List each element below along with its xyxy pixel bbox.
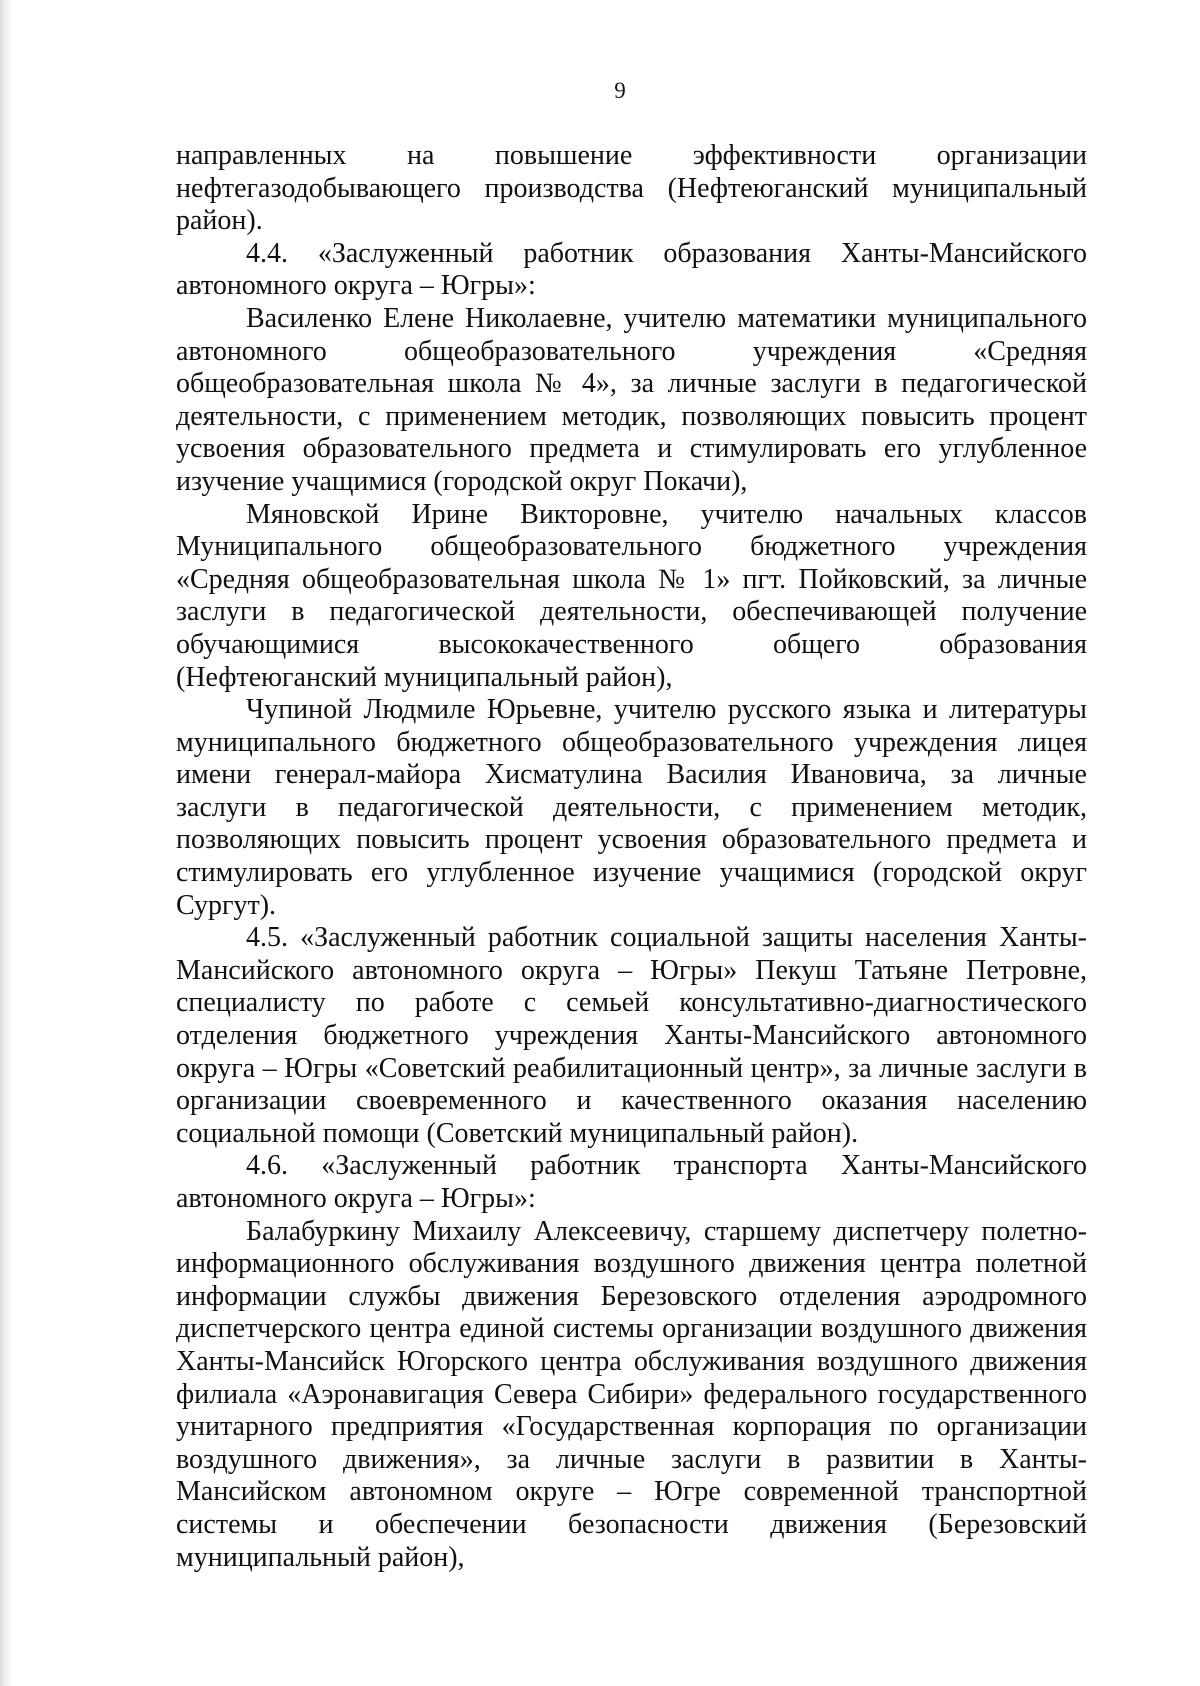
text-line: 4.6. «Заслуженный работник транспорта Ханты-Мансийского xyxy=(246,1150,1087,1182)
text-line: заслуги в педагогической деятельности, с применением методик, xyxy=(176,791,1087,823)
text-line: Мансийского автономного округа – Югры» Пекуш Татьяне Петровне, xyxy=(176,954,1087,986)
text-line: общеобразовательная школа № 4», за личные заслуги в педагогической xyxy=(176,368,1087,400)
page-number: 9 xyxy=(614,78,626,103)
text-line: имени генерал-майора Хисматулина Василия Ивановича, за личные xyxy=(176,759,1087,791)
text-line: стимулировать его углубленное изучение учащимися (городской округ xyxy=(176,857,1087,889)
text-line: Сургут). xyxy=(176,889,277,921)
text-line: организации своевременного и качественного оказания населению xyxy=(176,1085,1087,1117)
text-line: специалисту по работе с семьей консультативно-диагностического xyxy=(176,987,1087,1019)
text-line: Муниципального общеобразовательного бюджетного учреждения xyxy=(176,531,1087,563)
text-line: диспетчерского центра единой системы организации воздушного движения xyxy=(176,1313,1087,1345)
document-body-text xyxy=(176,140,1087,1574)
text-line: автономного общеобразовательного учреждения «Средняя xyxy=(176,335,1087,367)
text-line: нефтегазодобывающего производства (Нефтеюганский муниципальный xyxy=(176,172,1087,204)
text-line: информации службы движения Березовского отделения аэродромного xyxy=(176,1280,1087,1312)
text-line: системы и обеспечении безопасности движения (Березовский xyxy=(176,1508,1087,1540)
text-line: 4.5. «Заслуженный работник социальной защиты населения Ханты- xyxy=(246,922,1087,954)
text-line: Мяновской Ирине Викторовне, учителю начальных классов xyxy=(246,498,1087,530)
text-line: позволяющих повысить процент усвоения образовательного предмета и xyxy=(176,824,1087,856)
text-line: усвоения образовательного предмета и стимулировать его углубленное xyxy=(176,433,1087,465)
text-line: муниципального бюджетного общеобразовательного учреждения лицея xyxy=(176,726,1087,758)
text-line: округа – Югры «Советский реабилитационный центр», за личные заслуги в xyxy=(176,1052,1087,1084)
text-line: Василенко Елене Николаевне, учителю математики муниципального xyxy=(246,302,1087,334)
text-line: воздушного движения», за личные заслуги в развитии в Ханты- xyxy=(176,1443,1087,1475)
text-line: «Средняя общеобразовательная школа № 1» пгт. Пойковский, за личные xyxy=(176,563,1087,595)
text-line: 4.4. «Заслуженный работник образования Ханты-Мансийского xyxy=(246,237,1087,269)
text-line: деятельности, с применением методик, позволяющих повысить процент xyxy=(176,400,1087,432)
text-line: Балабуркину Михаилу Алексеевичу, старшему диспетчеру полетно- xyxy=(246,1215,1087,1247)
text-line: информационного обслуживания воздушного движения центра полетной xyxy=(176,1248,1087,1280)
text-line: заслуги в педагогической деятельности, обеспечивающей получение xyxy=(176,596,1087,628)
scan-edge-shadow xyxy=(0,0,14,1686)
text-line: автономного округа – Югры»: xyxy=(176,1183,536,1214)
text-line: филиала «Аэронавигация Севера Сибири» федерального государственного xyxy=(176,1378,1087,1410)
text-line: автономного округа – Югры»: xyxy=(176,270,536,302)
text-line: унитарного предприятия «Государственная корпорация по организации xyxy=(176,1411,1087,1443)
text-line: Ханты-Мансийск Югорского центра обслуживания воздушного движения xyxy=(176,1345,1087,1377)
text-line: район). xyxy=(176,205,263,237)
text-line: Мансийском автономном округе – Югре современной транспортной xyxy=(176,1476,1087,1508)
text-line: изучение учащимися (городской округ Покачи), xyxy=(176,465,748,497)
text-line: (Нефтеюганский муниципальный район), xyxy=(176,661,673,693)
text-line: муниципальный район), xyxy=(176,1541,465,1573)
text-line: направленных на повышение эффективности организации xyxy=(176,140,1087,171)
text-line: социальной помощи (Советский муниципальный район). xyxy=(176,1117,859,1149)
text-line: Чупиной Людмиле Юрьевне, учителю русского языка и литературы xyxy=(246,694,1087,726)
text-line: обучающимися высококачественного общего образования xyxy=(176,628,1087,660)
text-line: отделения бюджетного учреждения Ханты-Мансийского автономного xyxy=(176,1020,1087,1052)
